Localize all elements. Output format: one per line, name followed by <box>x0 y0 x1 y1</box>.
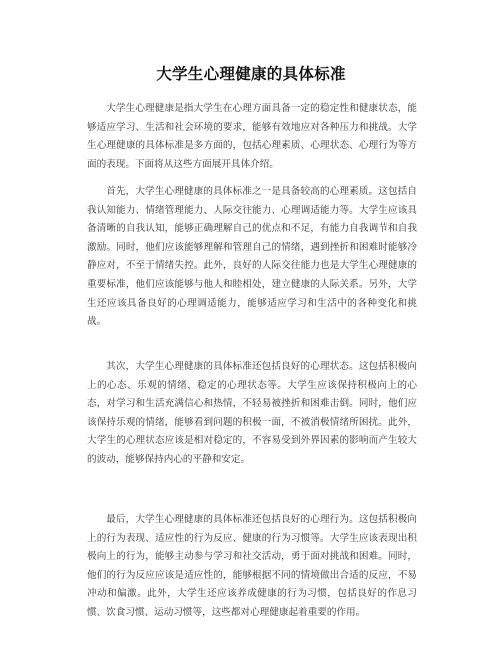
paragraph-psychological-behavior: 最后，大学生心理健康的具体标准还包括良好的心理行为。这包括积极向上的行为表现、适应性的行为反应、健康的行为习惯等。大学生应该表现出积极向上的行为，能够主动参与学习和社交活动，勇于面对挑战和困难。同时，他们的行为反应应该是适应性的，能够根据不同的情境做出合适的反应，不易冲动和偏激。此外，大学生还应该养成健康的行为习惯，包括良好的作息习惯、饮食习惯、运动习惯等，这些都对心理健康起着重要的作用。 <box>87 514 417 618</box>
paragraph-intro: 大学生心理健康是指大学生在心理方面具备一定的稳定性和健康状态，能够适应学习、生活和社会环境的要求，能够有效地应对各种压力和挑战。大学生心理健康的具体标准是多方面的，包括心理素质、心理状态、心理行为等方面的表现。下面将从这些方面展开具体介绍。 <box>87 103 417 170</box>
paragraph-psychological-state: 其次，大学生心理健康的具体标准还包括良好的心理状态。这包括积极向上的心态、乐观的情绪、稳定的心理状态等。大学生应该保持积极向上的心态，对学习和生活充满信心和热情，不轻易被挫折和困难击倒。同时，他们应该保持乐观的情绪，能够看到问题的积极一面，不被消极情绪所困扰。此外，大学生的心理状态应该是相对稳定的，不容易受到外界因素的影响而产生较大的波动，能够保持内心的平静和安定。 <box>87 361 417 465</box>
paragraph-psychological-quality: 首先，大学生心理健康的具体标准之一是具备较高的心理素质。这包括自我认知能力、情绪管理能力、人际交往能力、心理调适能力等。大学生应该具备清晰的自我认知，能够正确理解自己的优点和不足，有能力自我调节和自我激励。同时，他们应该能够理解和管理自己的情绪，遇到挫折和困难时能够冷静应对，不至于情绪失控。此外，良好的人际交往能力也是大学生心理健康的重要标准，他们应该能够与他人和睦相处，建立健康的人际关系。另外，大学生还应该具备良好的心理调适能力，能够适应学习和生活中的各种变化和挑战。 <box>87 186 417 328</box>
document-title: 大学生心理健康的具体标准 <box>156 65 346 83</box>
